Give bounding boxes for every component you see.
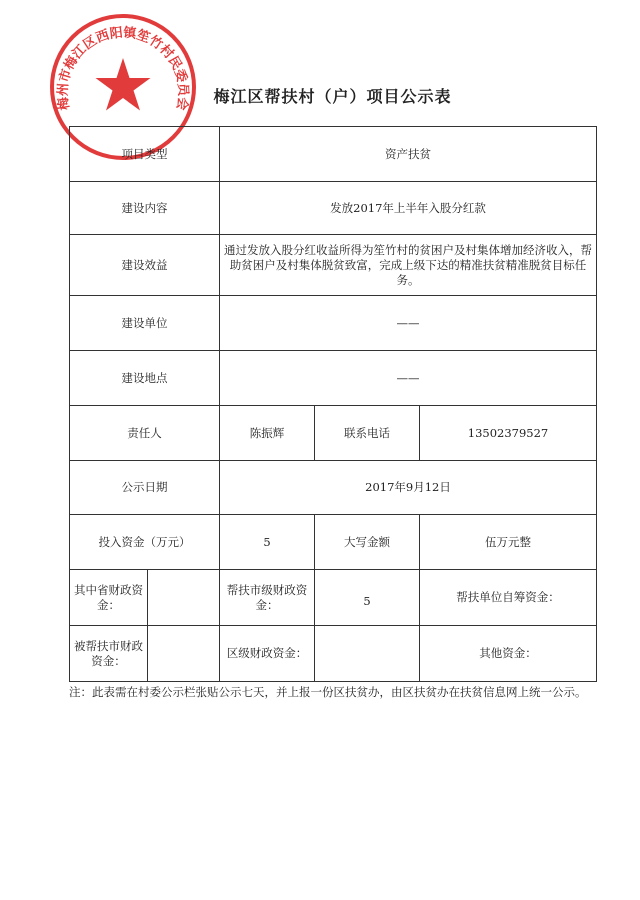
value-effect: 通过发放入股分红收益所得为笙竹村的贫困户及村集体增加经济收入，帮助贫困户及村集体脱贫致富，完成上级下达的精准扶贫精准脱贫目标任务。 bbox=[220, 235, 597, 296]
label-responsible: 责任人 bbox=[70, 406, 220, 461]
row-funds-1 bbox=[70, 570, 597, 626]
value-district-funds bbox=[315, 626, 420, 682]
value-investment: 5 bbox=[220, 515, 315, 570]
value-phone: 13502379527 bbox=[420, 406, 597, 461]
project-table bbox=[69, 126, 597, 682]
value-project-type: 资产扶贫 bbox=[220, 127, 597, 182]
row-content bbox=[70, 182, 597, 235]
row-project-type bbox=[70, 127, 597, 182]
value-city-funds bbox=[315, 570, 420, 626]
city-funds-cell bbox=[220, 570, 315, 626]
label-place: 建设地点 bbox=[70, 351, 220, 406]
label-unit: 建设单位 bbox=[70, 296, 220, 351]
page-title: 梅江区帮扶村（户）项目公示表 bbox=[213, 87, 452, 106]
value-provincial-funds bbox=[148, 570, 220, 626]
row-date bbox=[70, 461, 597, 515]
value-aided-city-funds bbox=[148, 626, 220, 682]
label-investment: 投入资金（万元） bbox=[70, 515, 220, 570]
label-project-type: 项目类型 bbox=[70, 127, 220, 182]
label-district-funds: 区级财政资金： bbox=[220, 626, 315, 682]
seal-text: 梅州市梅江区西阳镇笙竹村民委员会 bbox=[55, 25, 191, 112]
label-caps-amount: 大写金额 bbox=[315, 515, 420, 570]
label-other-funds: 其他资金： bbox=[420, 626, 597, 682]
value-place: —— bbox=[220, 351, 597, 406]
row-place bbox=[70, 351, 597, 406]
row-unit bbox=[70, 296, 597, 351]
label-content: 建设内容 bbox=[70, 182, 220, 235]
value-city-funds-text: 5 bbox=[363, 594, 371, 608]
value-responsible-name: 陈振辉 bbox=[220, 406, 315, 461]
label-unit-funds: 帮扶单位自筹资金： bbox=[420, 570, 597, 626]
row-investment bbox=[70, 515, 597, 570]
row-funds-2 bbox=[70, 626, 597, 682]
value-caps-amount: 伍万元整 bbox=[420, 515, 597, 570]
value-date: 2017年9月12日 bbox=[220, 461, 597, 515]
label-phone: 联系电话 bbox=[315, 406, 420, 461]
footnote: 注：此表需在村委公示栏张贴公示七天，并上报一份区扶贫办，由区扶贫办在扶贫信息网上统一公示。 bbox=[69, 685, 587, 699]
label-aided-city-funds: 被帮扶市财政资金： bbox=[70, 626, 148, 682]
value-unit: —— bbox=[220, 296, 597, 351]
row-responsible bbox=[70, 406, 597, 461]
label-city-funds: 帮扶市级财政资金： bbox=[226, 582, 308, 612]
value-content: 发放2017年上半年入股分红款 bbox=[220, 182, 597, 235]
label-date: 公示日期 bbox=[70, 461, 220, 515]
row-effect bbox=[70, 235, 597, 296]
label-provincial-funds: 其中省财政资金： bbox=[70, 570, 148, 626]
label-effect: 建设效益 bbox=[70, 235, 220, 296]
